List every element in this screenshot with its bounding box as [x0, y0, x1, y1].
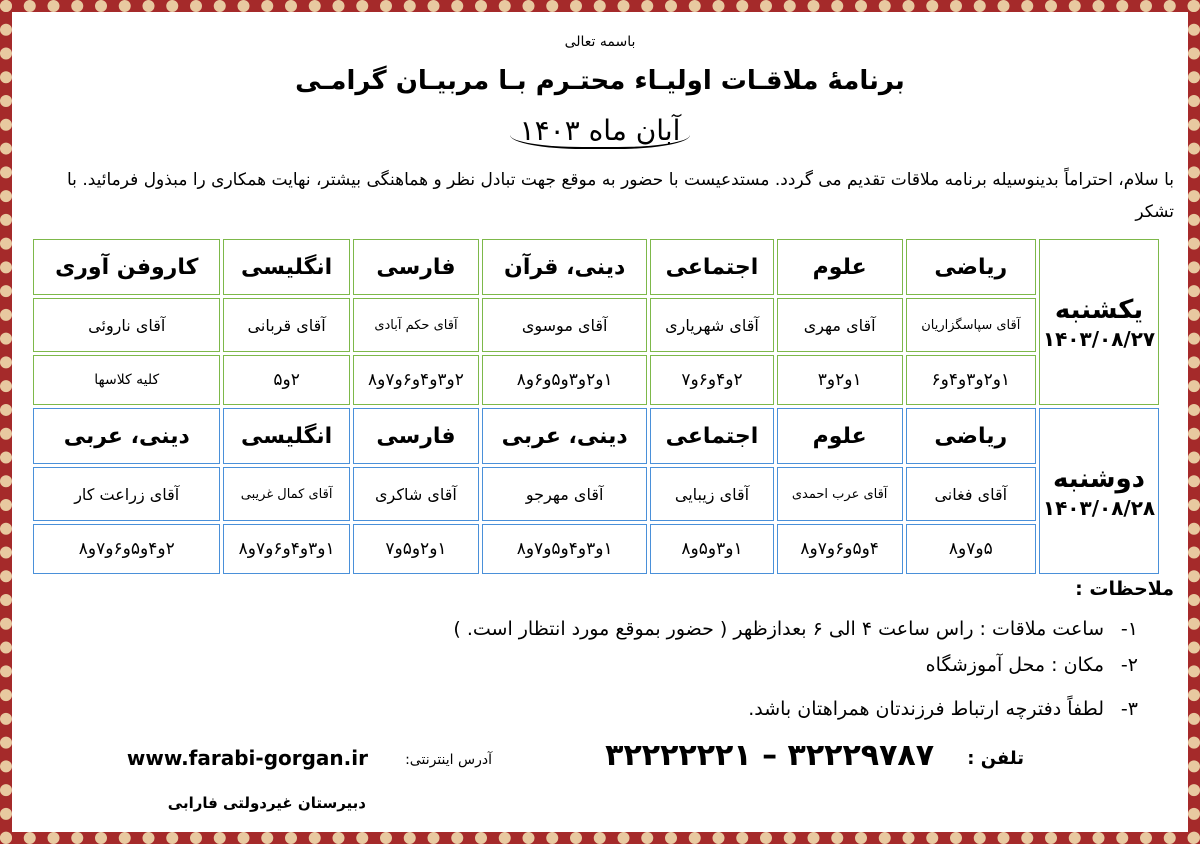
day-cell [1039, 239, 1159, 405]
periods-cell: ۲و۴و۵و۶و۷و۸ [33, 524, 220, 574]
teacher-cell: آقای موسوی [482, 298, 647, 352]
note-text: ساعت ملاقات : راس ساعت ۴ الی ۶ بعدازظهر ( حضور بموقع مورد انتظار است. ) [453, 618, 1104, 640]
teacher-cell: آقای زراعت کار [33, 467, 220, 521]
table-row [33, 524, 1159, 574]
website-label: آدرس اینترنتی: [405, 752, 492, 768]
table-row [33, 355, 1159, 405]
teacher-cell: آقای مهری [777, 298, 903, 352]
school-name: دبیرستان غیردولتی فارابی [167, 794, 366, 812]
teacher-cell: آقای ناروئی [33, 298, 220, 352]
month-text: آبان ماه ۱۴۰۳ [510, 114, 691, 149]
periods-cell: ۱و۲و۳ [777, 355, 903, 405]
subject-cell: اجتماعی [650, 408, 774, 464]
subject-cell: دینی، عربی [33, 408, 220, 464]
note-number: ۳- [1120, 698, 1138, 720]
note-number: ۱- [1120, 618, 1138, 640]
periods-cell: ۱و۲و۳و۴و۶ [906, 355, 1036, 405]
subject-cell: دینی، عربی [482, 408, 647, 464]
month-heading [26, 114, 1174, 149]
note-text: لطفاً دفترچه ارتباط فرزندتان همراهتان باشد. [748, 698, 1104, 720]
teacher-cell: آقای عرب احمدی [777, 467, 903, 521]
subject-cell: ریاضی [906, 239, 1036, 295]
subject-cell: کاروفن آوری [33, 239, 220, 295]
teacher-cell: آقای حکم آبادی [353, 298, 479, 352]
teacher-cell: آقای شاکری [353, 467, 479, 521]
notes-heading: ملاحظات : [1075, 578, 1174, 600]
periods-cell: ۱و۲و۳و۵و۶و۸ [482, 355, 647, 405]
subject-cell: انگلیسی [223, 408, 349, 464]
note-text: مکان : محل آموزشگاه [925, 654, 1104, 676]
day-date: ۱۴۰۳/۰۸/۲۷ [1042, 327, 1156, 351]
periods-cell: ۲و۳و۴و۶و۷و۸ [353, 355, 479, 405]
table-row [33, 467, 1159, 521]
teacher-cell: آقای مهرجو [482, 467, 647, 521]
note-item [453, 618, 1138, 640]
phone-label: تلفن : [967, 748, 1024, 769]
intro-text: با سلام، احتراماً بدینوسیله برنامه ملاقات تقدیم می گردد. مستدعیست با حضور به موقع جهت تبادل نظر و هماهنگی بیشتر، نهایت همکاری را مبذول فرمائید. با تشکر [67, 170, 1174, 222]
phone-number: ۳۲۲۲۲۲۲۱ – ۳۲۲۲۹۷۸۷ [605, 738, 934, 773]
day-name: یکشنبه [1054, 295, 1144, 325]
subject-cell: دینی، قرآن [482, 239, 647, 295]
website-link[interactable]: www.farabi-gorgan.ir [126, 746, 368, 770]
subject-cell: اجتماعی [650, 239, 774, 295]
periods-cell: ۲و۴و۶و۷ [650, 355, 774, 405]
subject-cell: انگلیسی [223, 239, 349, 295]
note-item [926, 654, 1138, 676]
subject-cell: علوم [777, 239, 903, 295]
teacher-cell: آقای فغانی [906, 467, 1036, 521]
periods-cell: ۱و۲و۵و۷ [353, 524, 479, 574]
schedule-table [30, 236, 1162, 577]
teacher-cell: آقای سپاسگزاریان [906, 298, 1036, 352]
periods-cell: ۵و۷و۸ [906, 524, 1036, 574]
subject-cell: ریاضی [906, 408, 1036, 464]
periods-cell: ۴و۵و۶و۷و۸ [777, 524, 903, 574]
document [26, 22, 1174, 822]
table-row [33, 408, 1159, 464]
basmala: باسمه تعالی [564, 34, 636, 50]
periods-cell: ۲و۵ [223, 355, 349, 405]
page-title: برنامۀ ملاقـات اولیـاء محتـرم بـا مربیـان گرامـی [295, 66, 905, 96]
teacher-cell: آقای شهریاری [650, 298, 774, 352]
teacher-cell: آقای کمال غریبی [223, 467, 349, 521]
subject-cell: فارسی [353, 239, 479, 295]
note-number: ۲- [1120, 654, 1138, 676]
periods-cell: ۱و۳و۵و۸ [650, 524, 774, 574]
day-date: ۱۴۰۳/۰۸/۲۸ [1042, 496, 1156, 520]
day-cell [1039, 408, 1159, 574]
periods-cell: ۱و۳و۴و۵و۷و۸ [482, 524, 647, 574]
teacher-cell: آقای زیبایی [650, 467, 774, 521]
note-item [748, 698, 1138, 720]
periods-cell: کلیه کلاسها [33, 355, 220, 405]
subject-cell: فارسی [353, 408, 479, 464]
subject-cell: علوم [777, 408, 903, 464]
periods-cell: ۱و۳و۴و۶و۷و۸ [223, 524, 349, 574]
table-row [33, 298, 1159, 352]
teacher-cell: آقای قربانی [223, 298, 349, 352]
day-name: دوشنبه [1052, 464, 1146, 494]
table-row [33, 239, 1159, 295]
